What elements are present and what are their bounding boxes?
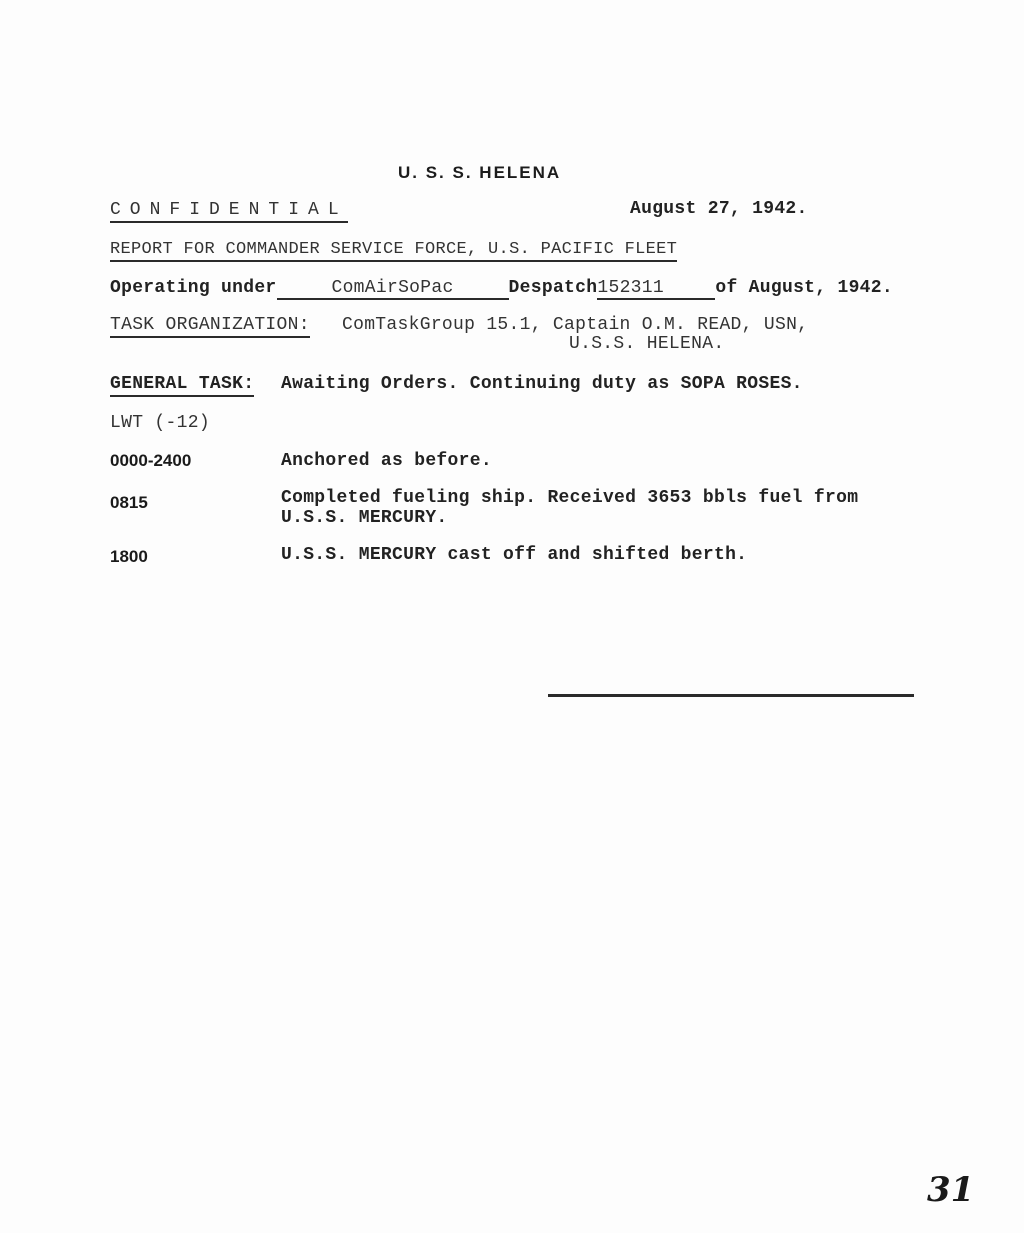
- signature-line: [548, 694, 914, 697]
- task-org-line2: U.S.S. HELENA.: [569, 334, 725, 354]
- general-task-text: Awaiting Orders. Continuing duty as SOPA ROSES.: [281, 374, 803, 394]
- log-time: 0815: [110, 493, 148, 512]
- despatch-number: 152311: [597, 278, 715, 300]
- task-org-label: TASK ORGANIZATION:: [110, 315, 310, 338]
- operating-line: [110, 278, 893, 300]
- report-title: REPORT FOR COMMANDER SERVICE FORCE, U.S. PACIFIC FLEET: [110, 240, 677, 262]
- log-time: 1800: [110, 547, 148, 566]
- log-entry-line2: U.S.S. MERCURY.: [281, 508, 448, 528]
- operating-label: Operating under: [110, 278, 277, 298]
- time-zone: LWT (-12): [110, 413, 210, 433]
- report-date: August 27, 1942.: [630, 199, 808, 219]
- general-task-label: GENERAL TASK:: [110, 374, 254, 397]
- operating-suffix: of August, 1942.: [715, 278, 893, 298]
- page-number: 31: [927, 1170, 975, 1210]
- log-entry-line1: Completed fueling ship. Received 3653 bbls fuel from: [281, 488, 859, 508]
- despatch-label: Despatch: [508, 278, 598, 298]
- ship-title: U. S. S. HELENA: [398, 163, 562, 182]
- classification-label: CONFIDENTIAL: [110, 200, 348, 223]
- log-entry-line1: Anchored as before.: [281, 451, 492, 471]
- log-entry-line1: U.S.S. MERCURY cast off and shifted berth.: [281, 545, 748, 565]
- operating-command: ComAirSoPac: [277, 278, 509, 300]
- log-time: 0000-2400: [110, 451, 192, 470]
- task-org-line1: ComTaskGroup 15.1, Captain O.M. READ, USN,: [342, 315, 809, 335]
